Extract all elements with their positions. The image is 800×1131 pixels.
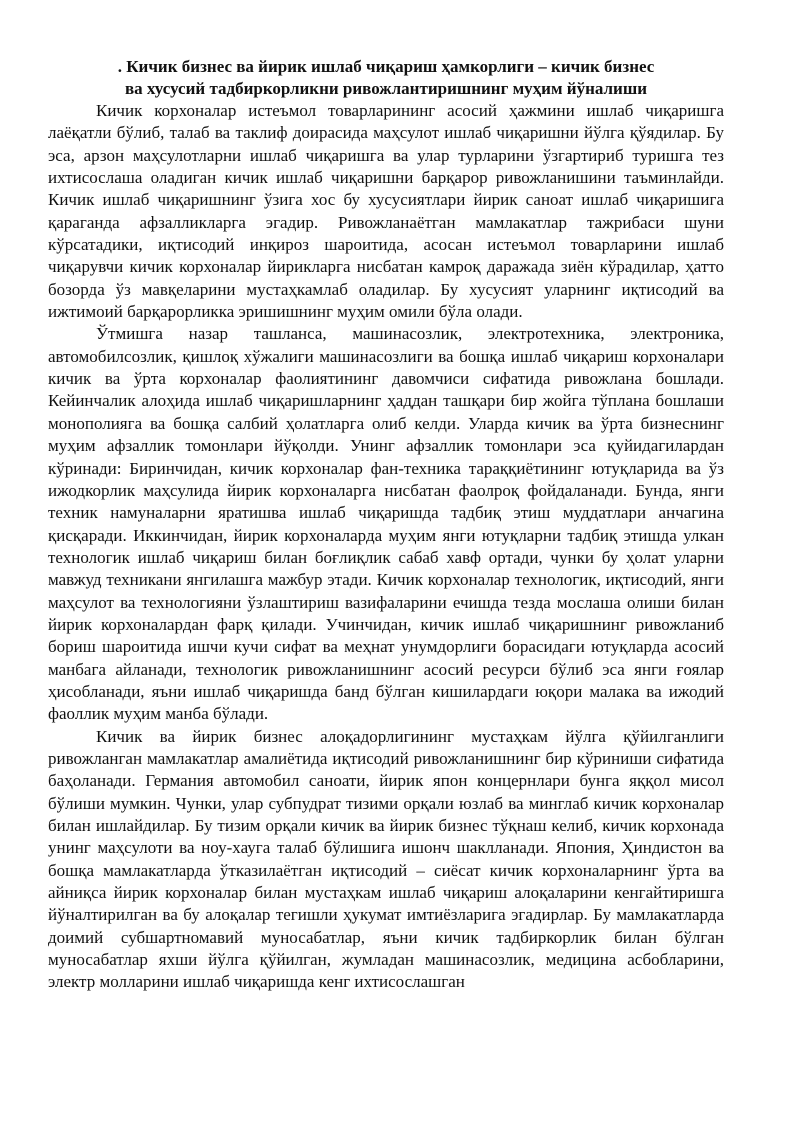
title-line-1: . Кичик бизнес ва йирик ишлаб чиқариш ҳамкорлиги – кичик бизнес: [117, 57, 655, 76]
document-title: [48, 56, 724, 100]
paragraph-3: Кичик ва йирик бизнес алоқадорлигининг мустаҳкам йўлга қўйилганлиги ривожланган мамлакатлар амалиётида иқтисодий ривожланишнинг бир кўриниши сифатида баҳоланади. Германия автомобил саноати, йирик япон концернлари бунга яққол мисол бўлиши мумкин. Чунки, улар субпудрат тизими орқали юзлаб ва минглаб кичик корхоналар билан ишлайдилар. Бу тизим орқали кичик ва йирик бизнес тўқнаш келиб, кичик корхонада унинг маҳсулоти ва ноу-хауга талаб бўлишига ишонч шаклланади. Япония, Ҳиндистон ва бошқа мамлакатларда ўтказилаётган иқтисодий – сиёсат кичик корхоналарнинг ўрта ва айниқса йирик корхоналар билан мустаҳкам ишлаб чиқариш алоқаларини кенгайтиришга йўналтирилган ва бу алоқалар тегишли ҳукумат имтиёзларига эгадирлар. Бу мамлакатларда доимий субшартномавий муносабатлар, яъни кичик тадбиркорлик билан бўлган муносабатлар яхши йўлга қўйилган, жумладан машинасозлик, медицина асбобларини, электр молларини ишлаб чиқаришда кенг ихтисослашган: [48, 726, 724, 992]
document-page: [48, 56, 724, 994]
paragraph-1: Кичик корхоналар истеъмол товарларининг асосий ҳажмини ишлаб чиқаришга лаёқатли бўлиб, талаб ва таклиф доирасида маҳсулот ишлаб чиқаришни йўлга қўядилар. Бу эса, арзон маҳсулотларни ишлаб чиқаришга ва улар турларини ўзгартириб туришга тез ихтисослаша оладиган кичик ишлаб чиқаришни барқарор ривожланишини таъминлайди. Кичик ишлаб чиқаришнинг ўзига хос бу хусусиятлари йирик саноат ишлаб чиқаришига қараганда афзалликларга эгадир. Ривожланаётган мамлакатлар тажрибаси шуни кўрсатадики, иқтисодий инқироз шароитида, асосан истеъмол товарларини ишлаб чиқарувчи кичик корхоналар йирикларга нисбатан камроқ даражада зиён кўрадилар, ҳатто бозорда ўз мавқеларини мустаҳкамлаб оладилар. Бу хусусият уларнинг иқтисодий ва ижтимоий барқарорликка эришишнинг муҳим омили бўла олади.: [48, 101, 724, 322]
paragraph-2: Ўтмишга назар ташланса, машинасозлик, электротехника, электроника, автомобилсозлик, қишлоқ хўжалиги машинасозлиги ва бошқа ишлаб чиқариш корхоналари кичик ва ўрта корхоналар фаолиятининг давомчиси сифатида ривожлана бошлади. Кейинчалик алоҳида ишлаб чиқаришларнинг ҳаддан ташқари бир жойга тўплана бошлаши монополияга ва бошқа салбий ҳолатларга олиб келди. Уларда кичик ва ўрта бизнеснинг муҳим афзаллик томонлари йўқолди. Унинг афзаллик томонлари эса қуйидагилардан кўринади: Биринчидан, кичик корхоналар фан-техника тараққиётининг ютуқларида ва ўз ижодкорлик маҳсулида йирик корхоналарга нисбатан фаолроқ фойдаланади. Бунда, янги техник намуналарни яратишва ишлаб чиқаришда тадбиқ этиш муддатлари анчагина қисқаради. Иккинчидан, йирик корхоналарда муҳим янги ютуқларни тадбиқ этишда улкан технологик ишлаб чиқариш билан боғлиқлик сабаб хавф ортади, чунки бу ҳолат уларни мавжуд техникани янгилашга мажбур этади. Кичик корхоналар технологик, иқтисодий, янги маҳсулот ва технологияни ўзлаштириш вазифаларини ечишда тезда мослаша олиши билан йирик корхоналардан фарқ қилади. Учинчидан, кичик ишлаб чиқаришнинг ривожланиб бориш шароитида ишчи кучи сифат ва меҳнат унумдорлиги борасидаги ютуқларда асосий манбага айланади, технологик ривожланишнинг асосий ресурси бўлиб эса янги ғоялар ҳисобланади, яъни ишлаб чиқаришда банд бўлган кишилардаги юқори малака ва ижодий фаоллик муҳим манба бўлади.: [48, 324, 724, 724]
title-line-2: ва хусусий тадбиркорликни ривожлантиришнинг муҳим йўналиши: [125, 79, 647, 98]
